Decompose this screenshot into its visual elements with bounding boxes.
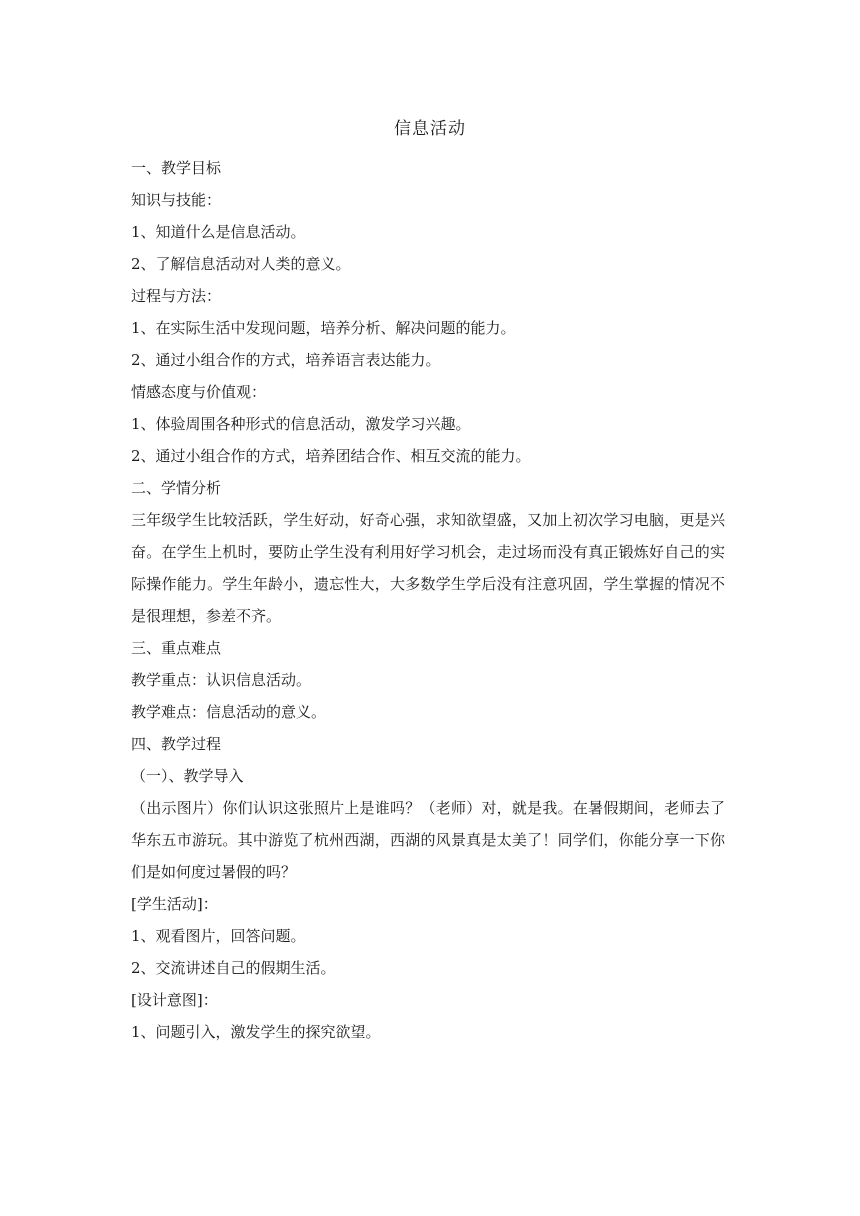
list-item: 1、观看图片，回答问题。 bbox=[131, 927, 306, 945]
list-item: 2、了解信息活动对人类的意义。 bbox=[131, 255, 351, 273]
list-item: 1、体验周围各种形式的信息活动，激发学习兴趣。 bbox=[131, 415, 471, 433]
intro-paragraph: （出示图片）你们认识这张照片上是谁吗？（老师）对，就是我。在暑假期间，老师去了华东五市游玩。其中游览了杭州西湖，西湖的风景真是太美了！同学们，你能分享一下你们是如何度过暑假的吗？ bbox=[131, 799, 725, 881]
section-heading-analysis: 二、学情分析 bbox=[131, 479, 222, 497]
list-item: 1、问题引入，激发学生的探究欲望。 bbox=[131, 1023, 381, 1041]
list-item: 2、通过小组合作的方式，培养语言表达能力。 bbox=[131, 351, 441, 369]
difficulty-item: 教学难点：信息活动的意义。 bbox=[131, 703, 327, 721]
subheading-knowledge-skills: 知识与技能： bbox=[131, 191, 222, 209]
list-item: 2、交流讲述自己的假期生活。 bbox=[131, 959, 336, 977]
analysis-paragraph: 三年级学生比较活跃，学生好动，好奇心强，求知欲望盛，又加上初次学习电脑，更是兴奋。在学生上机时，要防止学生没有利用好学习机会，走过场而没有真正锻炼好自己的实际操作能力。学生年龄小，遗忘性大，大多数学生学后没有注意巩固，学生掌握的情况不是很理想，参差不齐。 bbox=[131, 511, 725, 625]
student-activity-label: [学生活动]： bbox=[131, 895, 218, 913]
key-point-item: 教学重点：认识信息活动。 bbox=[131, 671, 312, 689]
list-item: 2、通过小组合作的方式，培养团结合作、相互交流的能力。 bbox=[131, 447, 531, 465]
section-heading-objectives: 一、教学目标 bbox=[131, 159, 222, 177]
list-item: 1、在实际生活中发现问题，培养分析、解决问题的能力。 bbox=[131, 319, 516, 337]
document-body bbox=[131, 152, 725, 1048]
section-heading-process: 四、教学过程 bbox=[131, 735, 222, 753]
list-item: 1、知道什么是信息活动。 bbox=[131, 223, 306, 241]
subheading-process-methods: 过程与方法： bbox=[131, 287, 222, 305]
document-title: 信息活动 bbox=[394, 119, 466, 139]
subheading-attitudes-values: 情感态度与价值观： bbox=[131, 383, 267, 401]
section-heading-key-points: 三、重点难点 bbox=[131, 639, 222, 657]
subheading-intro: （一）、教学导入 bbox=[131, 767, 244, 785]
design-intent-label: [设计意图]： bbox=[131, 991, 218, 1009]
